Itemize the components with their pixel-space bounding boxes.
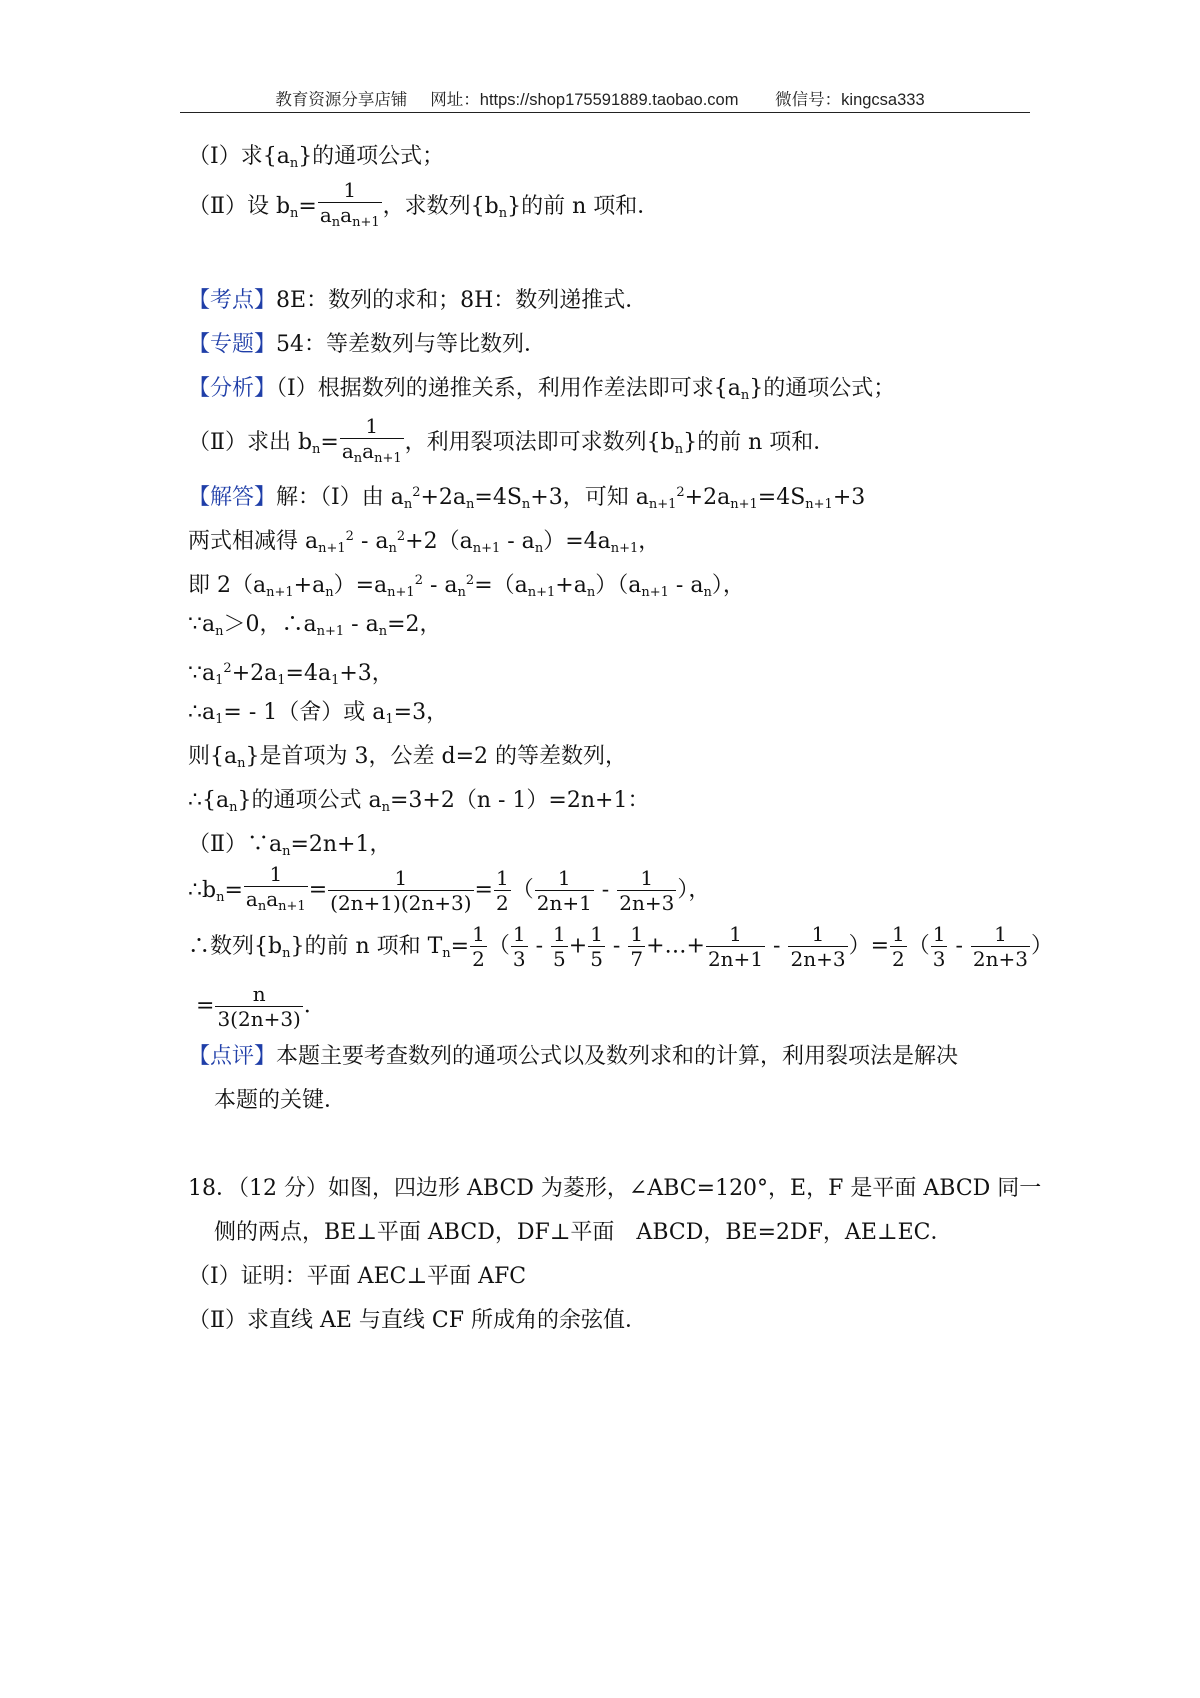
- jieda-l6: $\therefore a_1= - 1$（舍）或 $a_1=3$，: [188, 700, 449, 727]
- jieda-l11: ∴数列$\{b_n\}$的前 n 项和 $T_n=$ $\frac{1}{2}$ （ $\frac{1}{3}$ - $\frac{1}{5}$ + $\frac{1}{5}$ - $\frac{1}{7}$ +…+ $\frac{1}{2n+1}$ - $\frac{1}{2n+3}$ ）= $\frac{1}{2}$ （ $\frac{1}{3}$ - $\frac{1}{2n+3}$ ）: [188, 922, 1054, 971]
- p17-frac: $\frac{1}{a_na_{n+1}}$: [319, 178, 380, 230]
- header-rule: [180, 112, 1030, 113]
- site-url[interactable]: https://shop175591889.taobao.com: [479, 91, 739, 109]
- jieda-l12: = $\frac{n}{3(2n+3)}$ ．: [196, 982, 326, 1031]
- kaodian-tag: 【考点】: [188, 288, 277, 313]
- jieda-l3: 即 $2(a_{n+1}+a_n)=a_{n+1}^2 - a_n^2=(a_{n+1}+a_n)(a_{n+1} - a_n)$，: [188, 573, 745, 600]
- jieda-l4: $\because a_n>0$，$\therefore a_{n+1} - a_n=2$，: [188, 612, 442, 639]
- jieda-l7: 则$\{a_n\}$是首项为 3，公差 d=2 的等差数列，: [188, 744, 627, 771]
- wechat-label: 微信号：: [775, 91, 842, 109]
- zhuanti-tag: 【专题】: [188, 332, 277, 357]
- p17-part2: （Ⅱ）设 $b_n=$ $\frac{1}{a_na_{n+1}}$ ，求数列$\{b_n\}$的前 n 项和．: [188, 178, 659, 235]
- jieda-l1: 【解答】解：（Ⅰ）由 $a_n^2+2a_n=4S_n+3$，可知 $a_{n+1}^2+2a_{n+1}=4S_{n+1}+3$: [188, 485, 866, 512]
- jieda-l5: $\because a_1^2+2a_1=4a_1+3$，: [188, 661, 394, 688]
- zhuanti-line: [188, 330, 546, 360]
- wechat-id: kingcsa333: [841, 91, 925, 109]
- jieda-l8: $\therefore\{a_n\}$的通项公式 $a_n=3+2(n - 1)=2n+1$：: [188, 788, 650, 815]
- kaodian-text: 8E：数列的求和；8H：数列递推式．: [276, 288, 648, 313]
- kaodian-line: [188, 286, 647, 316]
- shop-name: 教育资源分享店铺: [275, 91, 408, 109]
- dianping-tag: 【点评】: [188, 1044, 277, 1069]
- p17-part1: （Ⅰ）求$\{a_n\}$的通项公式；: [188, 144, 445, 171]
- site-label: 网址：: [430, 91, 480, 109]
- dianping-line2: 本题的关键．: [214, 1088, 347, 1113]
- dianping-line1: [188, 1042, 958, 1072]
- dianping-text1: 本题主要考查数列的通项公式以及数列求和的计算，利用裂项法是解决: [276, 1044, 959, 1069]
- jieda-l2: 两式相减得 $a_{n+1}^2 - a_n^2+2(a_{n+1} - a_n)=4a_{n+1}$，: [188, 529, 661, 556]
- p18-line1: 18．（12 分）如图，四边形 ABCD 为菱形，∠ABC=120°，E，F 是平面 ABCD 同一: [188, 1176, 1042, 1201]
- fenxi-line2: （Ⅱ）求出 $b_n=$ $\frac{1}{a_na_{n+1}}$ ，利用裂项法即可求数列$\{b_n\}$的前 n 项和．: [188, 414, 836, 466]
- jieda-l10: $\therefore b_n=$ $\frac{1}{a_na_{n+1}}$ = $\frac{1}{(2n+1)(2n+3)}$ = $\frac{1}{2}$ （ $\frac{1}{2n+1}$ - $\frac{1}{2n+3}$ ），: [188, 862, 711, 915]
- p18-line2: 侧的两点，BE⊥平面 ABCD，DF⊥平面 ABCD，BE=2DF，AE⊥EC．: [214, 1220, 953, 1245]
- page-header: [0, 86, 1200, 110]
- jieda-l9: $(Ⅱ)\because a_n=2n+1$，: [188, 832, 392, 859]
- p18-line4: （Ⅱ）求直线 AE 与直线 CF 所成角的余弦值．: [188, 1308, 647, 1333]
- fenxi-tag: 【分析】: [188, 376, 277, 401]
- fenxi-line1: 【分析】（Ⅰ）根据数列的递推关系，利用作差法即可求$\{a_n\}$的通项公式；: [188, 376, 896, 403]
- p18-line3: （Ⅰ）证明：平面 AEC⊥平面 AFC: [188, 1264, 527, 1289]
- zhuanti-text: 54：等差数列与等比数列．: [276, 332, 547, 357]
- jieda-tag: 【解答】: [188, 485, 277, 510]
